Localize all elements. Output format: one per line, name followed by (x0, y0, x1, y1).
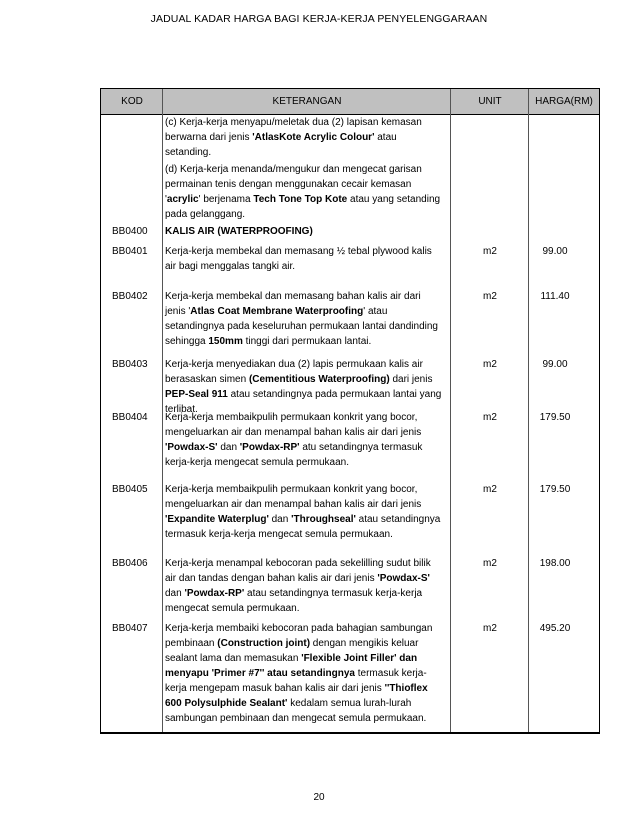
row-kod: BB0403 (112, 359, 148, 370)
column-divider (162, 89, 163, 732)
row-unit: m2 (483, 623, 497, 634)
header-kod: KOD (121, 96, 143, 107)
row-keterangan: (d) Kerja-kerja menanda/mengukur dan mengecat garisan permainan tenis dengan menggunakan cecair kemasan 'acrylic' berjenama Tech Tone Top Kote atau yang setanding pada gelanggang. (165, 164, 441, 220)
page-title: JADUAL KADAR HARGA BAGI KERJA-KERJA PENYELENGGARAAN (150, 13, 488, 25)
row-keterangan: Kerja-kerja menampal kebocoran pada sekelilling sudut bilik air dan tandas dengan bahan kalis air dari jenis 'Powdax-S' dan 'Powdax-RP' atau setandingnya termasuk kerja-kerja mengecat semula permukaan. (165, 558, 431, 614)
row-kod: BB0401 (112, 246, 148, 257)
row-harga: 99.00 (542, 246, 568, 257)
row-harga: 198.00 (539, 558, 571, 569)
row-kod: BB0407 (112, 623, 148, 634)
row-keterangan: Kerja-kerja menyediakan dua (2) lapis permukaan kalis air berasaskan simen (Cementitious Waterproofing) dari jenis PEP-Seal 911 atau setandingnya pada permukaan lantai yang terlibat. (165, 359, 442, 415)
row-unit: m2 (483, 484, 497, 495)
row-keterangan: (c) Kerja-kerja menyapu/meletak dua (2) lapisan kemasan berwarna dari jenis 'AtlasKote Acrylic Colour' atau setanding. (165, 117, 422, 158)
row-kod: BB0400 (112, 226, 148, 237)
row-kod: BB0405 (112, 484, 148, 495)
row-unit: m2 (483, 558, 497, 569)
column-divider (450, 89, 451, 732)
row-harga: 179.50 (539, 412, 571, 423)
row-kod: BB0404 (112, 412, 148, 423)
row-keterangan: Kerja-kerja membaikpulih permukaan konkrit yang bocor, mengeluarkan air dan menampal bahan kalis air dari jenis 'Powdax-S' dan 'Powdax-RP' atu setandingnya termasuk kerja-kerja mengecat semula permukaan. (165, 412, 423, 468)
row-keterangan: Kerja-kerja membaikpulih permukaan konkrit yang bocor, mengeluarkan air dan menampal bahan kalis air dari jenis 'Expandite Waterplug' dan 'Throughseal' atau setandingnya termasuk kerja-kerja mengecat semula permukaan. (165, 484, 441, 540)
row-keterangan: Kerja-kerja membekal dan memasang bahan kalis air dari jenis 'Atlas Coat Membrane Waterproofing' atau setandingnya pada keseluruhan permukaan lantai dandinding sehingga 150mm tinggi dari permukaan lantai. (165, 291, 438, 347)
row-keterangan: KALIS AIR (WATERPROOFING) (165, 226, 313, 237)
row-unit: m2 (483, 246, 497, 257)
row-unit: m2 (483, 412, 497, 423)
row-harga: 111.40 (540, 291, 570, 302)
rate-table (100, 88, 600, 734)
row-unit: m2 (483, 291, 497, 302)
header-keterangan: KETERANGAN (272, 96, 342, 107)
row-keterangan: Kerja-kerja membaiki kebocoran pada bahagian sambungan pembinaan (Construction joint) dengan mengikis keluar sealant lama dan memasukan 'Flexible Joint Filler' dan menyapu 'Primer #7'' atau setandingnya termasuk kerja-kerja mengepam masuk bahan kalis air dari jenis ''Thioflex 600 Polysulphide Sealant' kedalam semua lurah-lurah sambungan pembinaan dan mengecat semula permukaan. (165, 623, 433, 724)
column-divider (528, 89, 529, 732)
header-harga: HARGA(RM) (535, 96, 593, 107)
row-unit: m2 (483, 359, 497, 370)
row-harga: 99.00 (542, 359, 568, 370)
row-kod: BB0402 (112, 291, 148, 302)
row-keterangan: Kerja-kerja membekal dan memasang ½ tebal plywood kalis air bagi menggalas tangki air. (165, 246, 432, 272)
row-harga: 179.50 (539, 484, 571, 495)
page-number: 20 (313, 792, 325, 803)
header-unit: UNIT (478, 96, 502, 107)
row-kod: BB0406 (112, 558, 148, 569)
table-header (101, 89, 599, 115)
row-harga: 495.20 (539, 623, 571, 634)
